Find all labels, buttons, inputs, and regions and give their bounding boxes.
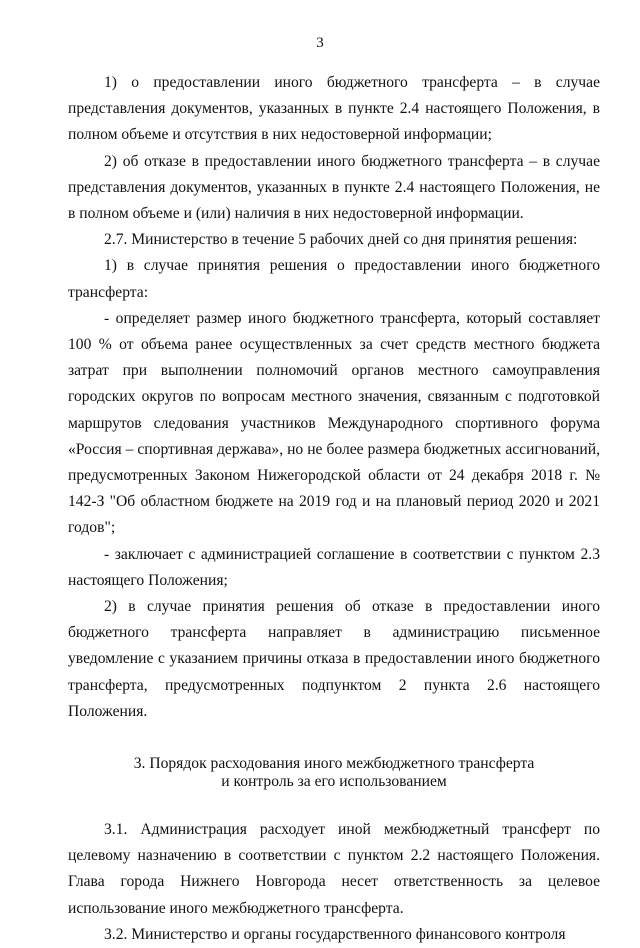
paragraph-decision-refusal: 2) об отказе в предоставлении иного бюджетного трансферта – в случае представления документов, указанных в пункте 2.4 настоящего Положения, не в полном объеме и (или) наличия в них недостоверной информации. [68, 152, 600, 223]
paragraph-3-2: 3.2. Министерство и органы государственного финансового контроля [104, 925, 566, 943]
section-3-title [68, 755, 600, 791]
paragraph-grant-case: 1) в случае принятия решения о предоставлении иного бюджетного трансферта: [68, 257, 600, 301]
paragraph-agreement: - заключает с администрацией соглашение в соответствии с пунктом 2.3 настоящего Положения; [68, 545, 600, 589]
paragraph-2-7: 2.7. Министерство в течение 5 рабочих дней со дня принятия решения: [104, 231, 578, 249]
paragraph-determine-amount: - определяет размер иного бюджетного трансферта, который составляет 100 % от объема ранее осуществленных за счет средств местного бюджета затрат при выполнении полномочий органов местного самоуправления городских округов по вопросам местного значения, связанным с подготовкой маршрутов следования участников Международного спортивного форума «Россия – спортивная держава», но не более размера бюджетных ассигнований, предусмотренных Законом Нижегородской области от 24 декабря 2018 г. № 142-З "Об областном бюджете на 2019 год и на плановый период 2020 и 2021 годов"; [68, 309, 600, 537]
document-body [68, 70, 600, 948]
section-title-line-2: и контроль за его использованием [221, 773, 447, 791]
paragraph-decision-grant: 1) о предоставлении иного бюджетного трансферта – в случае представления документов, указанных в пункте 2.4 настоящего Положения, в полном объеме и отсутствия в них недостоверной информации; [68, 74, 600, 144]
paragraph-3-1: 3.1. Администрация расходует иной межбюджетный трансферт по целевому назначению в соответствии с пунктом 2.2 настоящего Положения. Глава города Нижнего Новгорода несет ответственность за целевое использование иного межбюджетного трансферта. [68, 821, 600, 917]
page-number: 3 [316, 35, 324, 51]
paragraph-refusal-case: 2) в случае принятия решения об отказе в предоставлении иного бюджетного трансферта направляет в администрацию письменное уведомление с указанием причины отказа в предоставлении иного бюджетного трансферта, предусмотренных подпунктом 2 пункта 2.6 настоящего Положения. [68, 598, 600, 720]
section-title-line-1: 3. Порядок расходования иного межбюджетного трансферта [133, 755, 535, 773]
